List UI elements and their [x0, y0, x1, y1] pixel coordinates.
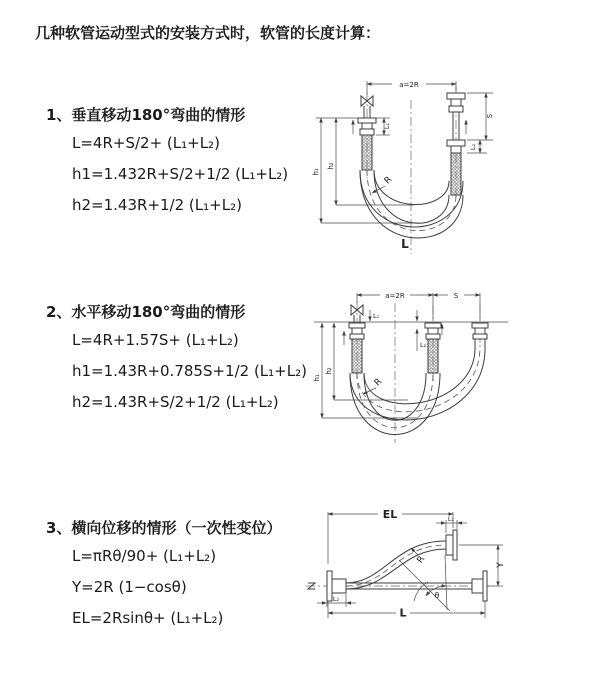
section-1-heading: 1、垂直移动180°弯曲的情形: [46, 106, 246, 124]
radius-leader-arrow-icon: [411, 548, 418, 555]
flange-fittings: [327, 530, 487, 601]
dim-label-l2: L₂: [469, 143, 477, 151]
dim-label-y: Y: [496, 562, 506, 568]
diagram-vertical-180-bend: [308, 70, 590, 260]
length-label: L: [401, 237, 409, 251]
section-1-formulas: [72, 128, 288, 221]
hose-inner-wall-moved: [364, 345, 475, 404]
dimension-lines: [314, 293, 508, 418]
hose-and-pipes: [350, 305, 485, 435]
dim-label-h1: h₁: [312, 168, 320, 176]
section-3-formulas: [72, 541, 281, 634]
dim-label-a2r: a=2R: [399, 81, 419, 89]
dim-label-l1: L₁: [447, 514, 455, 523]
radius-label: R: [372, 376, 385, 389]
section-3-heading: 3、横向位移的情形（一次性变位）: [46, 519, 282, 537]
braided-sections: [362, 135, 461, 195]
dimension-lines: [316, 81, 493, 223]
radius-label: R: [415, 554, 428, 566]
angle-label: θ: [434, 591, 440, 600]
dim-label-a2r: a=2R: [385, 292, 405, 300]
flange-fittings: [349, 323, 488, 339]
centerlines: [367, 86, 456, 254]
formula-line: h2=1.43R+1/2 (L₁+L₂): [72, 196, 242, 214]
hose-outer-wall-moved: [350, 345, 485, 420]
length-label: L: [399, 606, 407, 620]
formula-line: h1=1.43R+0.785S+1/2 (L₁+L₂): [72, 362, 307, 380]
section-2: [46, 301, 307, 418]
dim-label-l1: L₁: [383, 122, 391, 130]
diagram-lateral-displacement: [298, 498, 598, 656]
hose-inner-wall-moved: [374, 170, 449, 205]
dim-label-h2: h₂: [325, 367, 333, 375]
radius-label: R: [382, 174, 395, 187]
flange-fittings: [358, 93, 465, 153]
section-2-heading: 2、水平移动180°弯曲的情形: [46, 303, 246, 321]
dim-label-l1: L₁: [373, 312, 380, 320]
dim-label-el: EL: [382, 508, 398, 521]
dim-label-l2: L₂: [332, 595, 340, 603]
formula-line: EL=2Rsinθ+ (L₁+L₂): [72, 609, 224, 627]
formula-line: h2=1.43R+S/2+1/2 (L₁+L₂): [72, 393, 279, 411]
formula-line: Y=2R (1−cosθ): [72, 578, 187, 596]
formula-line: L=4R+1.57S+ (L₁+L₂): [72, 331, 239, 349]
formula-line: h1=1.432R+S/2+1/2 (L₁+L₂): [72, 165, 289, 183]
hose-and-pipes: [360, 96, 463, 238]
dimension-lines: [317, 512, 503, 618]
dim-label-l2: L₂: [420, 341, 427, 349]
dim-label-s: S: [486, 113, 494, 119]
dim-label-s: S: [453, 292, 459, 300]
hose-centerlines: [357, 345, 480, 428]
page-title: 几种软管运动型式的安装方式时，软管的长度计算：: [35, 24, 381, 42]
dim-label-h2: h₂: [327, 162, 335, 170]
dim-label-h1: h₁: [313, 374, 321, 382]
section-3: [46, 517, 281, 634]
diagram-labels: [333, 508, 506, 620]
hose-upper-wall: [346, 541, 446, 583]
formula-line: L=4R+S/2+ (L₁+L₂): [72, 134, 220, 152]
angle-arc: [414, 582, 428, 601]
diagram-horizontal-180-bend: [308, 283, 590, 465]
hose-centerline: [346, 545, 446, 586]
formula-line: L=πRθ/90+ (L₁+L₂): [72, 547, 217, 565]
section-2-formulas: [72, 325, 307, 418]
section-1: [46, 104, 288, 221]
